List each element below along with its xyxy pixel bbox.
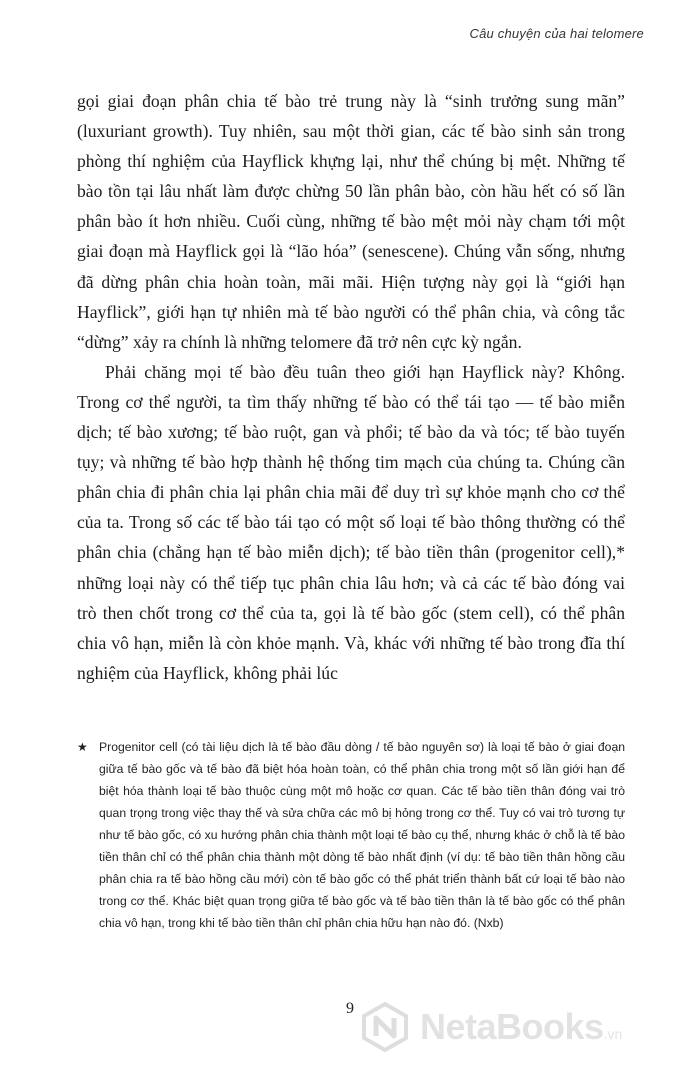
neta-n-logo-icon (360, 1002, 410, 1052)
footnote-star-icon: ★ (77, 740, 88, 754)
watermark-tld: .vn (603, 1026, 623, 1042)
footnote-text: Progenitor cell (có tài liệu dịch là tế bào đầu dòng / tế bào nguyên sơ) là loại tế bào ở giai đoạn giữa tế bào gốc và tế bào đã biệt hóa hoàn toàn, có thể phân chia trong một số lần giới hạn để biệt hóa thành loại tế bào thuộc cùng một mô hoặc cơ quan. Các tế bào tiền thân đóng vai trò quan trọng trong việc thay thế và sửa chữa các mô bị hỏng trong cơ thể. Tuy có vai trò tương tự như tế bào gốc, có xu hướng phân chia thành một loại tế bào cụ thể, nhưng khác ở chỗ là tế bào tiền thân chỉ có thể phân chia thành một dòng tế bào nhất định (ví dụ: tế bào tiền thân hồng cầu phân chia ra tế bào hồng cầu mới) còn tế bào gốc có thể phát triển thành bất cứ loại tế bào nào trong cơ thể. Khác biệt quan trọng giữa tế bào gốc và tế bào tiền thân là tế bào gốc có thể phân chia vô hạn, trong khi tế bào tiền thân chỉ phân chia hữu hạn nào đó. (Nxb) (99, 740, 625, 930)
footnote (77, 736, 625, 934)
watermark (360, 1000, 680, 1056)
page-number: 9 (346, 1000, 354, 1017)
watermark-brand: NetaBooks (420, 1006, 604, 1047)
paragraph-2: Phải chăng mọi tế bào đều tuân theo giới hạn Hayflick này? Không. Trong cơ thể người, ta tìm thấy những tế bào có thể tái tạo — tế bào miễn dịch; tế bào xương; tế bào ruột, gan và phổi; tế bào da và tóc; tế bào tuyến tụy; và những tế bào hợp thành hệ thống tim mạch của chúng ta. Chúng cần phân chia đi phân chia lại phân chia mãi để duy trì sự khỏe mạnh cho cơ thể của ta. Trong số các tế bào tái tạo có một số loại tế bào thông thường có thể phân chia (chẳng hạn tế bào miễn dịch); tế bào tiền thân (progenitor cell),* những loại này có thể tiếp tục phân chia lâu hơn; và cả các tế bào đóng vai trò then chốt trong cơ thể của ta, gọi là tế bào gốc (stem cell), có thể phân chia vô hạn, miễn là còn khỏe mạnh. Và, khác với những tế bào trong đĩa thí nghiệm của Hayflick, không phải lúc (77, 361, 625, 683)
watermark-text (420, 1006, 622, 1048)
body-text (77, 86, 625, 688)
running-header: Câu chuyện của hai telomere (469, 26, 644, 41)
paragraph-1: gọi giai đoạn phân chia tế bào trẻ trung này là “sinh trưởng sung mãn” (luxuriant growth). Tuy nhiên, sau một thời gian, các tế bào sinh sản trong phòng thí nghiệm của Hayflick khựng lại, như thể chúng bị mệt. Những tế bào tồn tại lâu nhất làm được chừng 50 lần phân bào, còn hầu hết có số lần phân bào ít hơn nhiều. Cuối cùng, những tế bào mệt mỏi này chạm tới một giai đoạn mà Hayflick gọi là “lão hóa” (senescene). Chúng vẫn sống, nhưng đã dừng phân chia hoàn toàn, mãi mãi. Hiện tượng này gọi là “giới hạn Hayflick”, giới hạn tự nhiên mà tế bào người có thể phân chia, và công tắc “dừng” xảy ra chính là những telomere đã trở nên cực kỳ ngắn. (77, 91, 625, 352)
